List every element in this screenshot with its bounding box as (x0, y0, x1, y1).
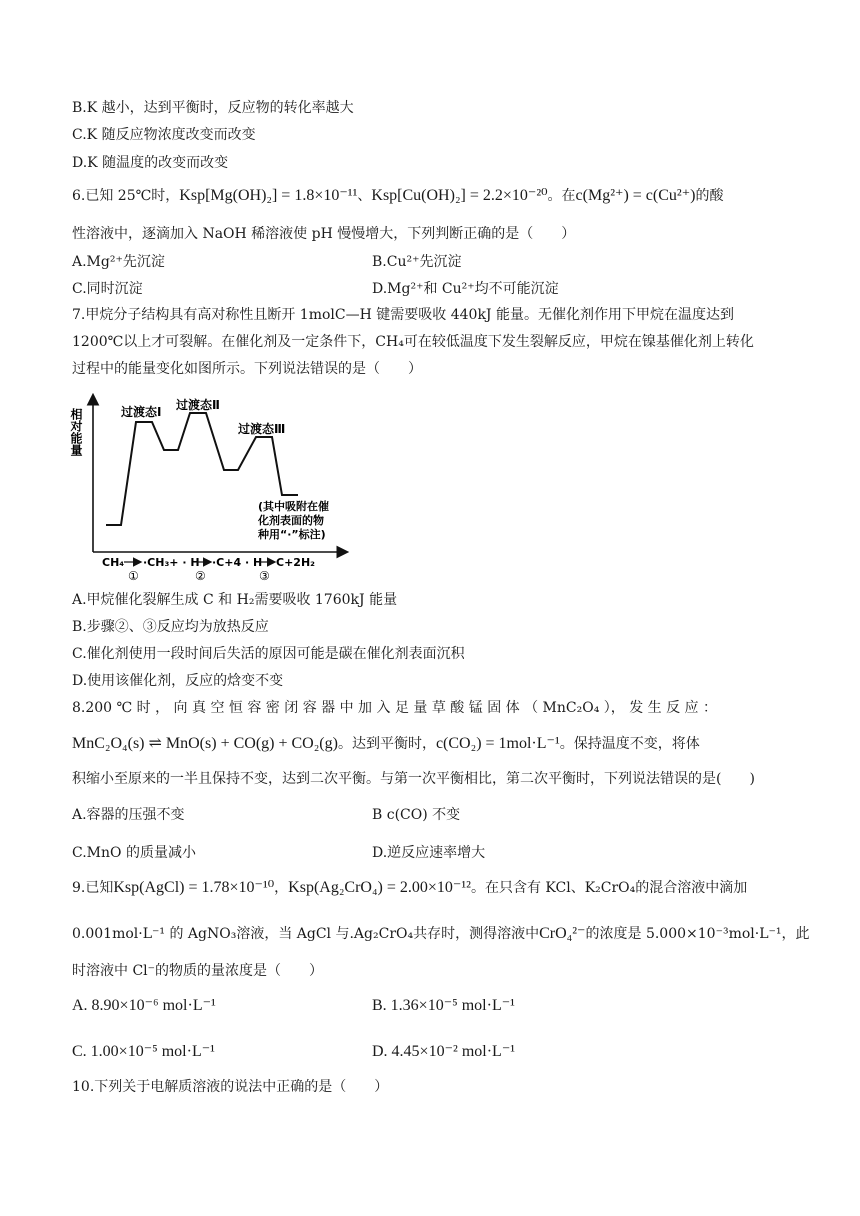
q7-stem-line-2: 1200℃以上才可裂解。在催化剂及一定条件下，CH₄可在较低温度下发生裂解反应，甲烷在镍基催化剂上转化 (72, 334, 754, 350)
q9-option-d: D. 4.45×10⁻² mol·L⁻¹ (372, 1043, 516, 1060)
species-ch3-h: ·CH₃+ · H (143, 556, 200, 569)
q8-option-a: A.容器的压强不变 (72, 807, 185, 823)
step2-label: ② (195, 569, 206, 583)
q6-option-a: A.Mg²⁺先沉淀 (72, 254, 165, 270)
separator: 、 (357, 188, 372, 204)
step3-label: ③ (259, 569, 270, 583)
species-c-4h: ·C+4 · H (212, 556, 263, 569)
energy-diagram (66, 390, 356, 590)
q6-stem-part: 。在 (547, 188, 576, 204)
ksp-agcl: Ksp(AgCl) = 1.78×10⁻¹⁰ (113, 879, 275, 896)
q9-option-b: B. 1.36×10⁻⁵ mol·L⁻¹ (372, 997, 515, 1014)
q6-stem-part: 6.已知 25℃时， (72, 188, 180, 204)
y-axis-label: 相对能量 (69, 408, 83, 456)
species-ch4: CH₄ (102, 556, 125, 569)
q6-option-c: C.同时沉淀 (72, 281, 143, 297)
note-line-2: 化剂表面的物 (258, 514, 324, 527)
ksp-mg-oh2: Ksp[Mg(OH)₂] = 1.8×10⁻¹¹ (179, 187, 358, 204)
q9-stem-part: 9.已知 (72, 880, 114, 896)
equilibrium-concentration: c(CO₂) = 1mol·L⁻¹ (435, 735, 560, 752)
separator: ， (274, 880, 289, 896)
q5-option-c: C.K 随反应物浓度改变而改变 (72, 127, 256, 143)
q9-option-c: C. 1.00×10⁻⁵ mol·L⁻¹ (72, 1043, 215, 1060)
step1-label: ① (128, 569, 139, 583)
q7-option-a: A.甲烷催化裂解生成 C 和 H₂需要吸收 1760kJ 能量 (72, 592, 398, 608)
q7-option-b: B.步骤②、③反应均为放热反应 (72, 619, 269, 635)
q7-option-c: C.催化剂使用一段时间后失活的原因可能是碳在催化剂表面沉积 (72, 646, 465, 662)
q8-option-d: D.逆反应速率增大 (372, 845, 486, 861)
ts2-label: 过渡态Ⅱ (176, 398, 220, 412)
q9-option-a: A. 8.90×10⁻⁶ mol·L⁻¹ (72, 997, 216, 1014)
q7-stem-line-1: 7.甲烷分子结构具有高对称性且断开 1molC—H 键需要吸收 440kJ 能量。无催化剂作用下甲烷在温度达到 (72, 307, 734, 323)
concentration-condition: c(Mg²⁺) = c(Cu²⁺) (575, 187, 696, 204)
q8-stem-part: 。保持温度不变，将体 (559, 736, 700, 752)
q8-stem-part: 。达到平衡时， (337, 736, 436, 752)
q6-stem-line-2: 性溶液中，逐滴加入 NaOH 稀溶液使 pH 慢慢增大，下列判断正确的是（ ） (72, 226, 576, 242)
q9-stem-part: 。在只含有 KCl、K₂CrO₄的混合溶液中滴加 (470, 880, 748, 896)
q6-option-d: D.Mg²⁺和 Cu²⁺均不可能沉淀 (372, 281, 559, 297)
chromate-ion: CrO₄²⁻ (539, 925, 586, 942)
note-line-1: (其中吸附在催 (258, 500, 330, 513)
ts3-label: 过渡态Ⅲ (238, 422, 286, 436)
q9-stem-part: 的浓度是 5.000×10⁻³mol·L⁻¹，此 (585, 926, 810, 942)
q6-stem-part: 的酸 (695, 188, 724, 204)
q8-option-c: C.MnO 的质量减小 (72, 845, 196, 861)
q7-stem-line-3: 过程中的能量变化如图所示。下列说法错误的是（ ） (72, 361, 422, 377)
q9-stem-line-2 (72, 924, 810, 944)
q9-stem-part: 0.001mol·L⁻¹ 的 AgNO₃溶液，当 AgCl 与.Ag₂CrO₄共存时，测得溶液中 (72, 926, 540, 942)
q8-stem-line-3: 积缩小至原来的一半且保持不变，达到二次平衡。与第一次平衡相比，第二次平衡时，下列说法错误的是( ) (72, 771, 755, 787)
q6-option-b: B.Cu²⁺先沉淀 (372, 254, 462, 270)
decomposition-reaction: MnC₂O₄(s) ⇌ MnO(s) + CO(g) + CO₂(g) (72, 735, 338, 752)
q5-option-d: D.K 随温度的改变而改变 (72, 155, 229, 171)
q8-stem-line-2 (72, 734, 700, 754)
q10-stem: 10.下列关于电解质溶液的说法中正确的是（ ） (72, 1079, 389, 1095)
q9-stem-line-3: 时溶液中 Cl⁻的物质的量浓度是（ ） (72, 963, 324, 979)
ts1-label: 过渡态Ⅰ (121, 405, 162, 419)
q5-option-b: B.K 越小，达到平衡时，反应物的转化率越大 (72, 100, 354, 116)
q7-option-d: D.使用该催化剂，反应的焓变不变 (72, 673, 284, 689)
q6-stem-line-1 (72, 186, 723, 206)
q9-stem-line-1 (72, 878, 747, 898)
species-c-2h2: C+2H₂ (276, 556, 315, 569)
q8-stem-line-1: 8.200 ℃ 时 ， 向 真 空 恒 容 密 闭 容 器 中 加 入 足 量 草 酸 锰 固 体 （ MnC₂O₄ ）， 发 生 反 应 ： (72, 700, 718, 716)
q8-option-b: B c(CO) 不变 (372, 807, 461, 823)
note-line-3: 种用“·”标注) (258, 528, 326, 541)
ksp-cu-oh2: Ksp[Cu(OH)₂] = 2.2×10⁻²⁰ (371, 187, 548, 204)
ksp-ag2cro4: Ksp(Ag₂CrO₄) = 2.00×10⁻¹² (288, 879, 471, 896)
